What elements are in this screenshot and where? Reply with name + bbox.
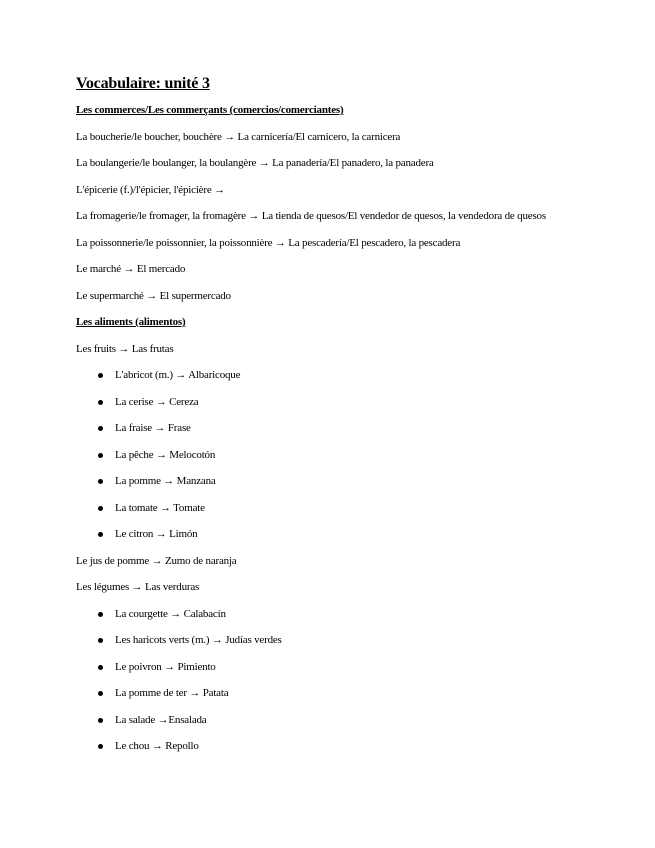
list-item-text: La pomme de ter → Patata [115, 687, 229, 699]
page-title: Vocabulaire: unité 3 [76, 75, 210, 92]
list-item-text: La salade →Ensalada [115, 713, 207, 726]
bullet-icon [98, 426, 103, 431]
list-item [76, 686, 581, 700]
bullet-icon [98, 665, 103, 670]
bullet-icon [98, 691, 103, 696]
list-item-text: La cerise → Cereza [115, 395, 199, 408]
bullet-icon [98, 718, 103, 723]
list-item-text: L'abricot (m.) → Albaricoque [115, 369, 241, 381]
vocab-line-fromagerie: La fromagerie/le fromager, la fromagère → La tienda de quesos/El vendedor de quesos, la vendedora de quesos [76, 210, 546, 222]
bullet-icon [98, 532, 103, 537]
vocab-line-boulangerie: La boulangerie/le boulanger, la boulangère → La panadería/El panadero, la panadera [76, 157, 434, 169]
list-item [76, 474, 581, 488]
bullet-icon [98, 453, 103, 458]
list-item [76, 448, 581, 462]
list-item [76, 633, 581, 647]
section-heading-aliments: Les aliments (alimentos) [76, 316, 186, 328]
bullet-icon [98, 373, 103, 378]
list-item-text: Le citron → Limón [115, 528, 198, 540]
list-item [76, 713, 581, 727]
list-item-text: La tomate → Tomate [115, 501, 205, 514]
list-item [76, 421, 581, 435]
fruits-list [76, 368, 581, 541]
list-item [76, 368, 581, 382]
vocab-line-boucherie: La boucherie/le boucher, bouchère → La carnicería/El carnicero, la carnicera [76, 130, 401, 143]
vocab-line-jus: Le jus de pomme → Zumo de naranja [76, 554, 237, 567]
document-page [76, 74, 581, 766]
list-item [76, 527, 581, 541]
bullet-icon [98, 612, 103, 617]
list-item [76, 607, 581, 621]
bullet-icon [98, 506, 103, 511]
vocab-line-marche: Le marché → El mercado [76, 263, 186, 275]
list-item-text: Le poivron → Pimiento [115, 660, 216, 673]
list-item [76, 395, 581, 409]
vocab-line-supermarche: Le supermarché → El supermercado [76, 289, 231, 302]
vocab-line-epicerie: L'épicerie (f.)/l'épicier, l'épicière → [76, 183, 225, 196]
list-item-text: La pomme → Manzana [115, 475, 216, 487]
list-item-text: Le chou → Repollo [115, 740, 199, 752]
vocab-line-poissonnerie: La poissonnerie/le poissonnier, la poissonnière → La pescadería/El pescadero, la pescadera [76, 236, 461, 249]
list-item [76, 501, 581, 515]
list-item [76, 660, 581, 674]
fruits-label: Les fruits → Las frutas [76, 342, 174, 355]
bullet-icon [98, 638, 103, 643]
list-item-text: La pêche → Melocotón [115, 448, 216, 461]
bullet-icon [98, 479, 103, 484]
bullet-icon [98, 400, 103, 405]
list-item-text: Les haricots verts (m.) → Judías verdes [115, 634, 282, 646]
list-item-text: La fraise → Frase [115, 422, 191, 434]
legumes-label: Les légumes → Las verduras [76, 581, 200, 593]
bullet-icon [98, 744, 103, 749]
section-heading-commerces: Les commerces/Les commerçants (comercios/comerciantes) [76, 104, 344, 116]
legumes-list [76, 607, 581, 754]
list-item [76, 739, 581, 753]
list-item-text: La courgette → Calabacín [115, 607, 226, 620]
